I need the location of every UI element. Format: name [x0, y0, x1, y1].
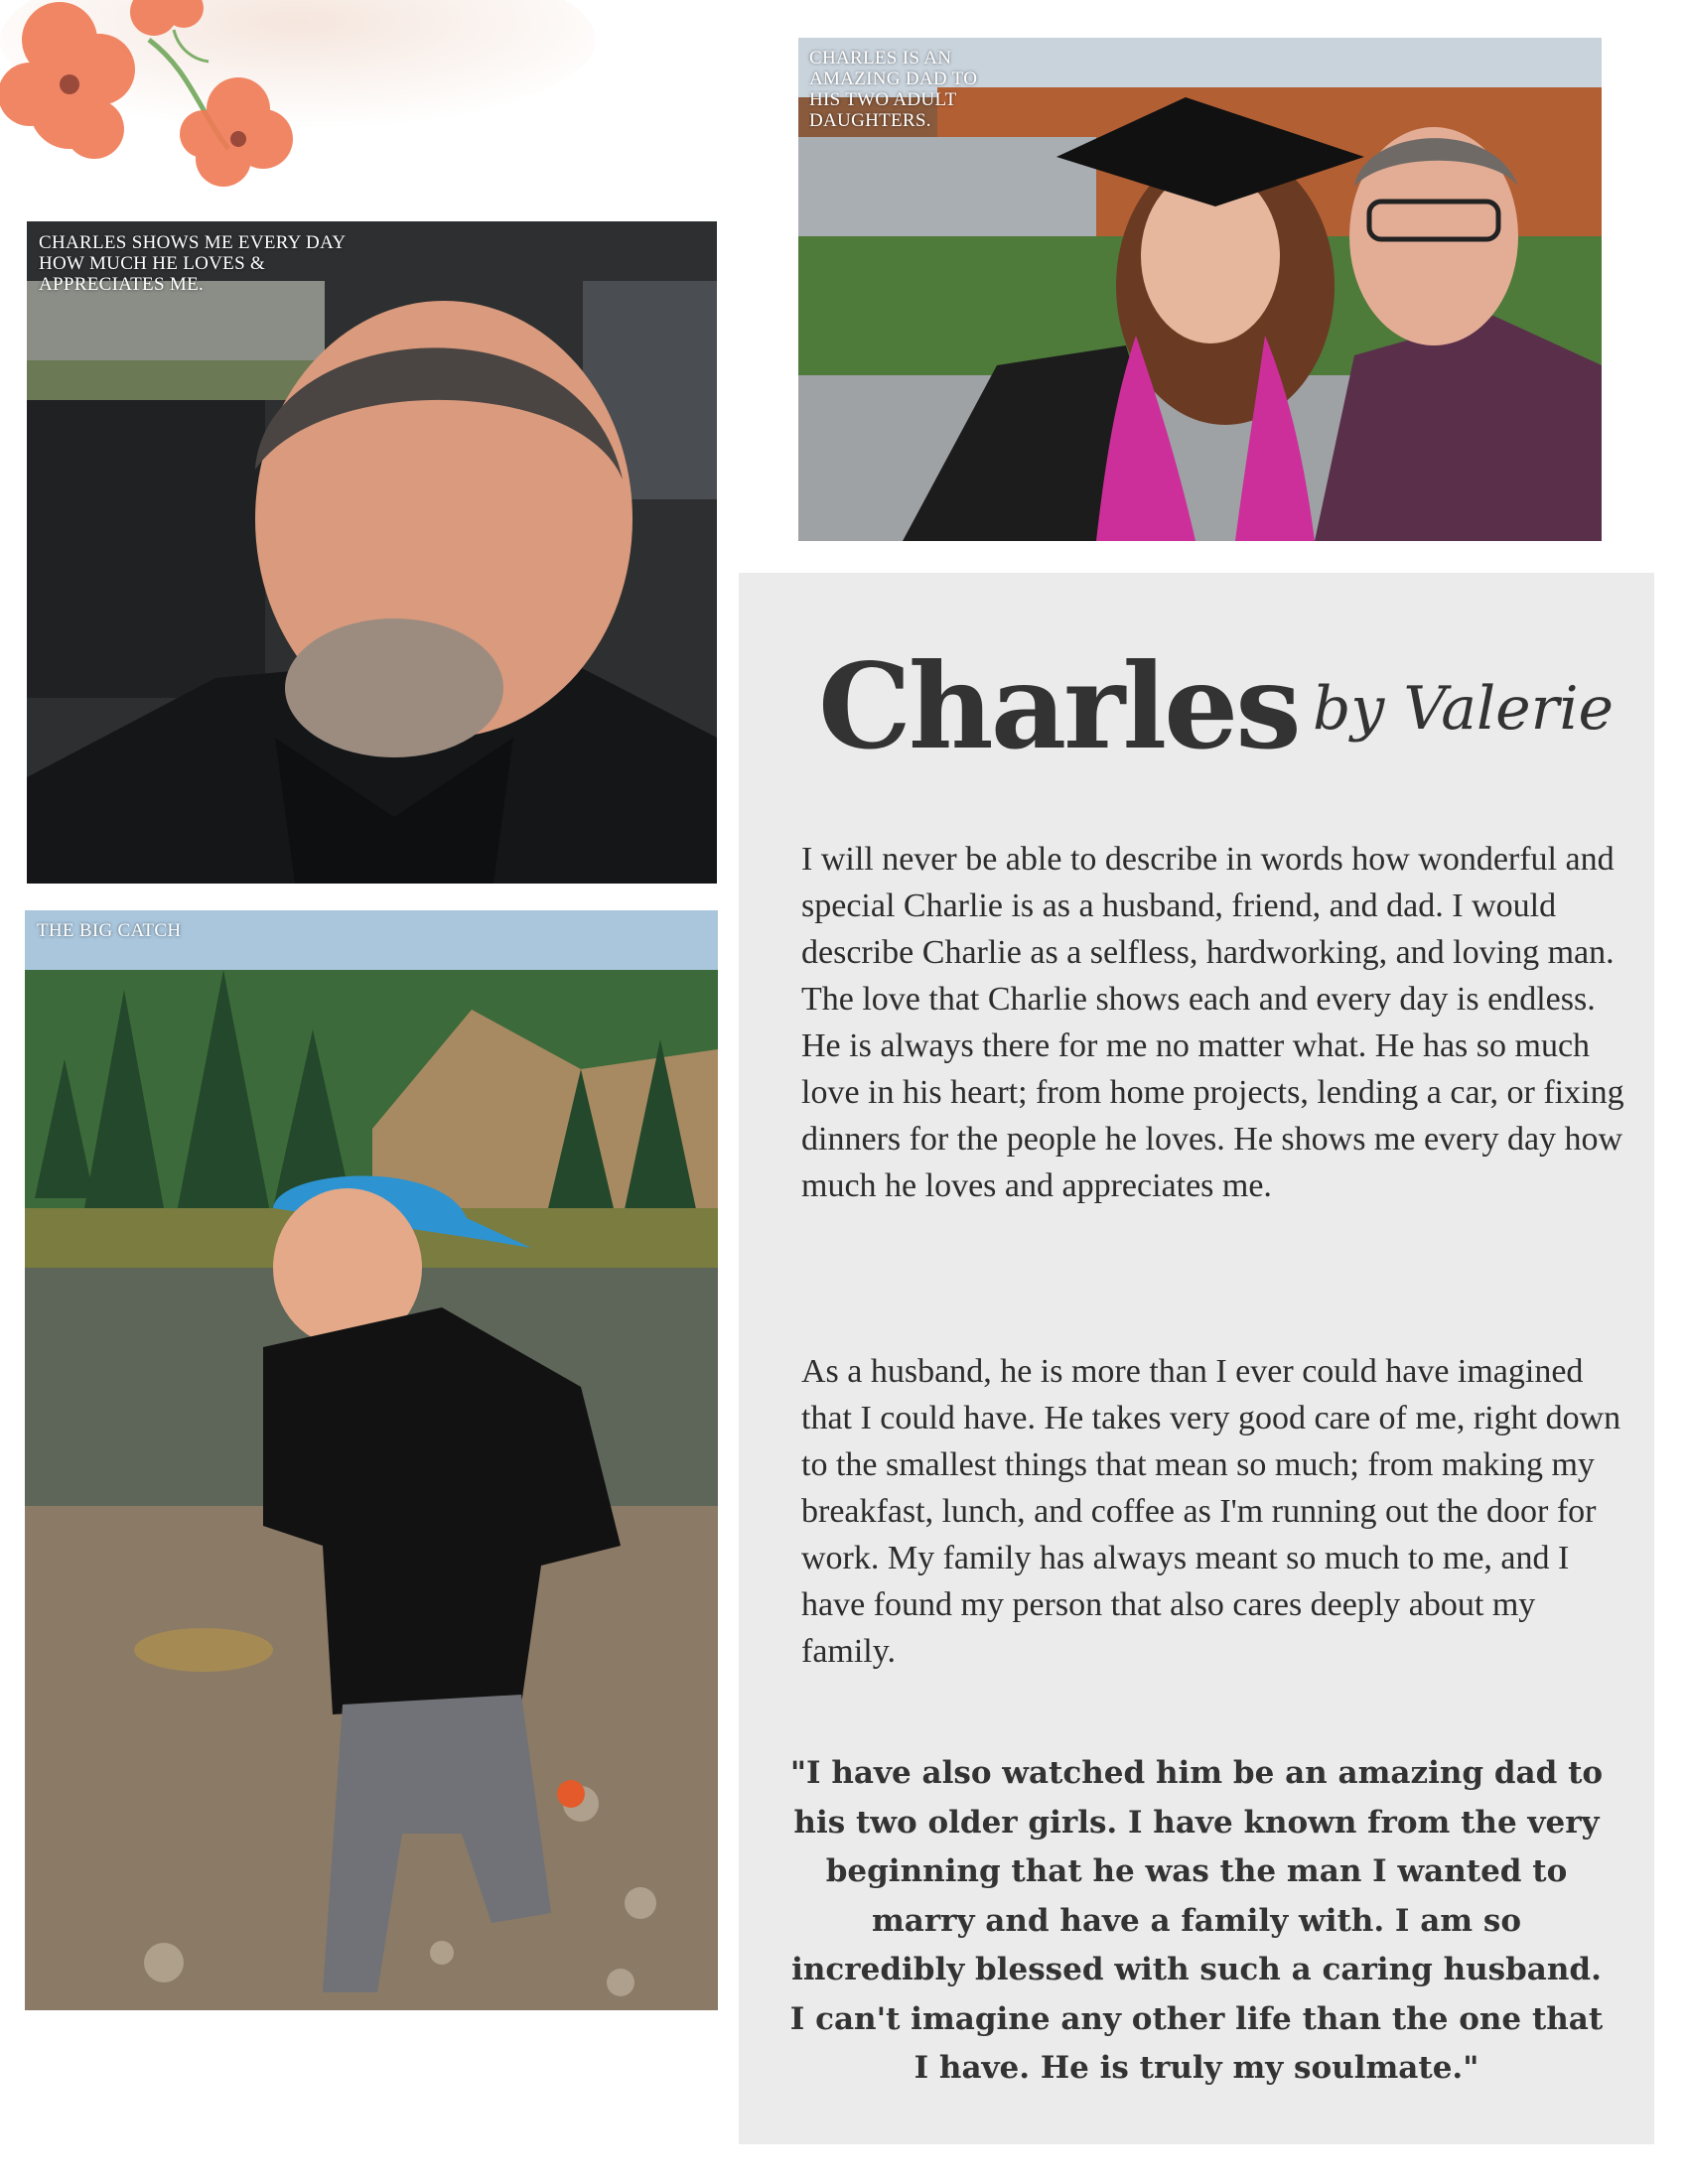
pull-quote: "I have also watched him be an amazing dad to his two older girls. I have known from the very beginning that he was the man I wanted to marry and have a family with. I am so incredibly blessed with such a caring husband. I can't imagine any other life than the one that I have. He is truly my soulmate." [789, 1755, 1604, 2086]
article-body [801, 836, 1625, 1209]
article-body-2 [801, 1348, 1625, 1675]
article-byline: by Valerie [1313, 674, 1615, 744]
fishing-photo [25, 910, 718, 2010]
paragraph-2: As a husband, he is more than I ever could have imagined that I could have. He takes very good care of me, right down to the smallest things that mean so much; from making my breakfast, lunch, and coffee as I'm running out the door for work. My family has always meant so much to me, and I have found my person that also cares deeply about my family. [801, 1353, 1621, 1670]
paragraph-1: I will never be able to describe in words how wonderful and special Charlie is as a husband, friend, and dad. I would describe Charlie as a selfless, hardworking, and loving man. The love that Charlie shows each and every day is endless. He is always there for me no matter what. He has so much love in his heart; from home projects, lending a car, or fixing dinners for the people he loves. He shows me every day how much he loves and appreciates me. [801, 841, 1624, 1204]
article-title: Charles [818, 637, 1299, 775]
fishing-caption: THE BIG CATCH [37, 920, 182, 941]
graduation-caption: CHARLES IS AN AMAZING DAD TO HIS TWO ADULT DAUGHTERS. [809, 48, 978, 131]
car-selfie-caption: CHARLES SHOWS ME EVERY DAY HOW MUCH HE LOVES & APPRECIATES ME. [39, 232, 347, 295]
car-selfie-photo [27, 221, 717, 884]
floral-decoration [0, 0, 596, 199]
article-panel [739, 573, 1654, 2144]
